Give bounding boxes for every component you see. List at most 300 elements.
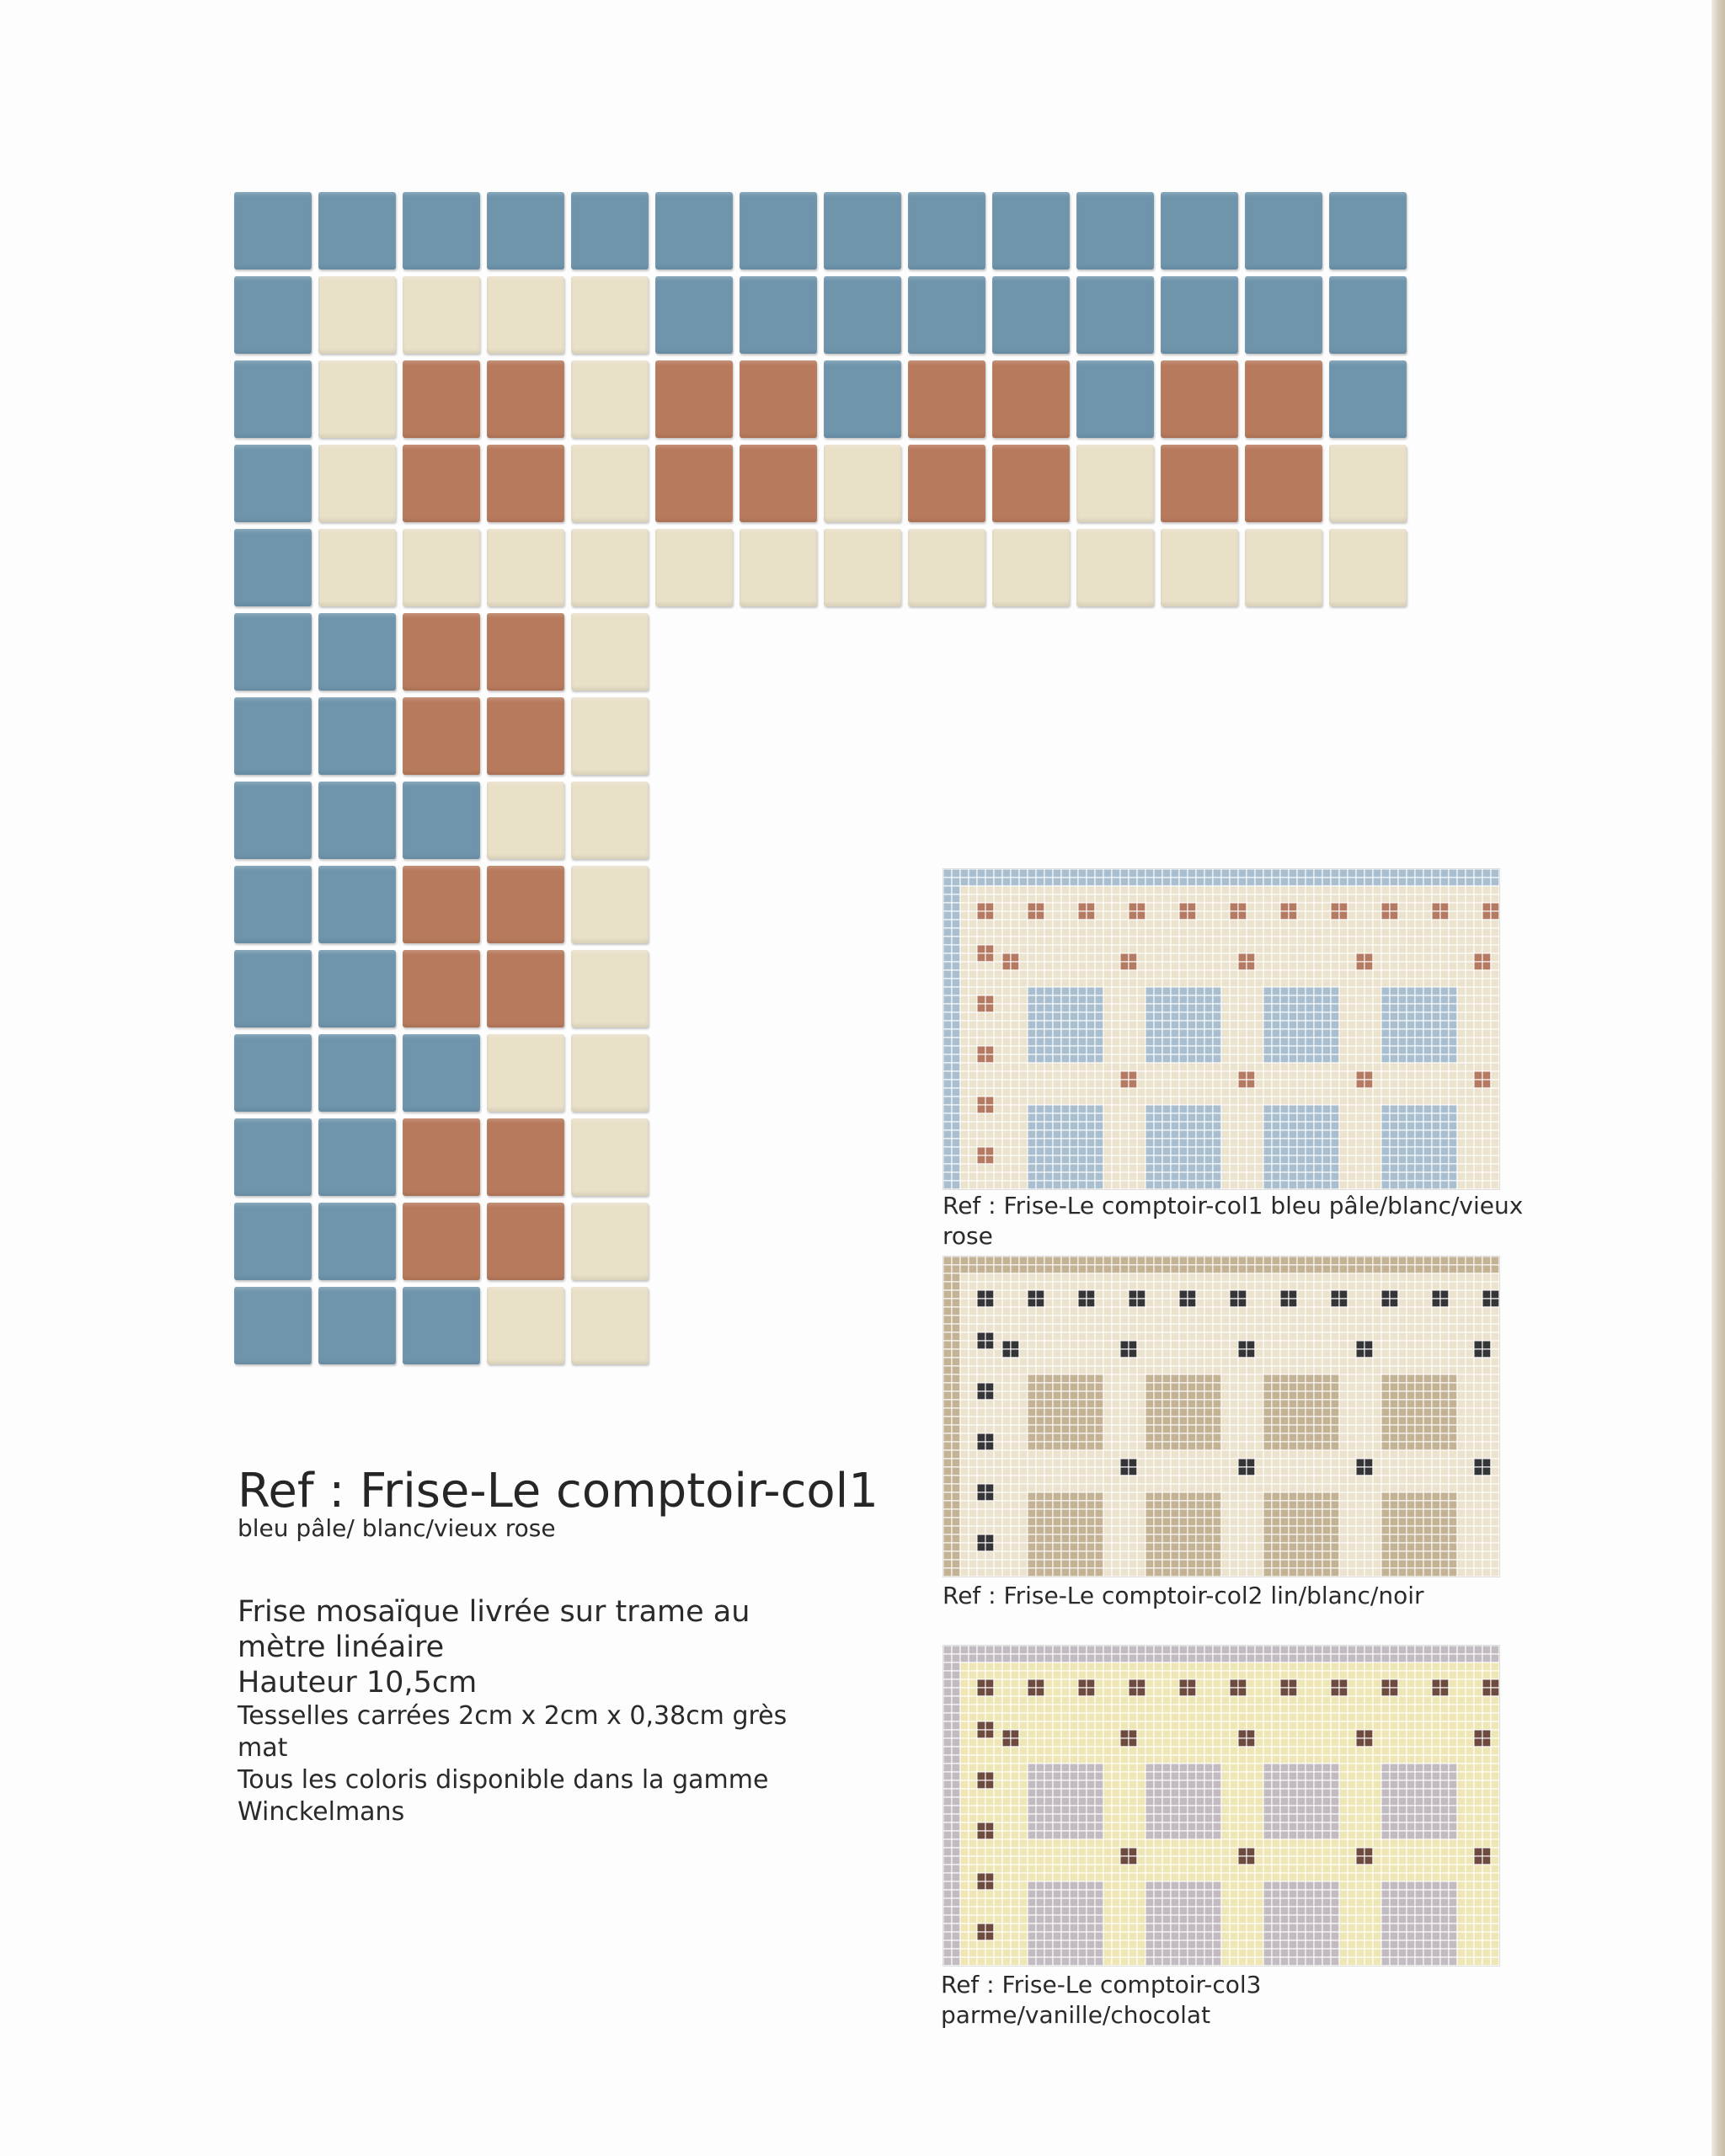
mosaic-cell <box>1306 878 1314 886</box>
mosaic-cell <box>1205 1443 1213 1450</box>
mosaic-cell <box>1340 1274 1348 1282</box>
mosaic-cell <box>1382 1173 1390 1181</box>
mosaic-cell <box>1222 996 1230 1004</box>
mosaic-cell <box>1071 1375 1078 1383</box>
mosaic-cell <box>1130 1165 1137 1172</box>
mosaic-cell <box>1416 1106 1423 1113</box>
mosaic-cell <box>1205 887 1213 894</box>
mosaic-cell <box>1231 929 1238 937</box>
mosaic-cell <box>978 1375 985 1383</box>
mosaic-cell <box>1012 1047 1019 1054</box>
mosaic-cell <box>944 1030 952 1038</box>
mosaic-cell <box>1130 1401 1137 1408</box>
mosaic-cell <box>1458 1350 1466 1358</box>
mosaic-cell <box>1247 1005 1255 1012</box>
mosaic-cell <box>1197 1064 1204 1071</box>
mosaic-cell <box>944 1013 952 1021</box>
mosaic-cell <box>1071 1552 1078 1560</box>
mosaic-cell <box>1441 1325 1449 1332</box>
mosaic-cell <box>1382 1426 1390 1433</box>
mosaic-cell <box>1340 1165 1348 1172</box>
mosaic-cell <box>1306 1283 1314 1290</box>
mosaic-cell <box>1256 1257 1263 1265</box>
tile-rose <box>487 950 564 1027</box>
mosaic-cell <box>969 971 977 979</box>
mosaic-cell <box>1492 988 1499 995</box>
mosaic-cell <box>995 1038 1002 1046</box>
mosaic-cell <box>1104 1443 1112 1450</box>
mosaic-cell <box>1273 1131 1280 1139</box>
mosaic-cell <box>1079 1468 1087 1476</box>
mosaic-cell <box>1104 1392 1112 1400</box>
mosaic-cell <box>1247 1451 1255 1459</box>
mosaic-cell <box>1079 1367 1087 1374</box>
mosaic-cell <box>1020 1131 1028 1139</box>
mosaic-cell <box>1146 1476 1154 1484</box>
mosaic-cell <box>1222 1476 1230 1484</box>
mosaic-cell <box>1306 1434 1314 1442</box>
mosaic-cell <box>1163 988 1171 995</box>
mosaic-cell <box>1374 870 1381 878</box>
mosaic-cell <box>1222 1064 1230 1071</box>
mosaic-cell <box>1062 1257 1070 1265</box>
mosaic-cell <box>1028 1064 1036 1071</box>
mosaic-cell <box>1458 1476 1466 1484</box>
mosaic-cell <box>995 1350 1002 1358</box>
mosaic-cell <box>1087 1409 1095 1417</box>
mosaic-cell <box>1146 1527 1154 1534</box>
mosaic-cell <box>1121 1005 1129 1012</box>
mosaic-cell <box>1188 1468 1196 1476</box>
mosaic-cell <box>1054 1493 1061 1501</box>
mosaic-cell <box>986 878 994 886</box>
mosaic-cell <box>953 1106 960 1113</box>
mosaic-cell <box>1374 1308 1381 1315</box>
mosaic-cell <box>1222 937 1230 945</box>
mosaic-cell <box>1180 946 1188 953</box>
mosaic-cell <box>1374 1266 1381 1273</box>
mosaic-cell <box>986 1325 994 1332</box>
mosaic-cell <box>1121 1375 1129 1383</box>
mosaic-cell <box>1416 1417 1423 1425</box>
mosaic-cell <box>1492 1401 1499 1408</box>
mosaic-cell <box>953 1165 960 1172</box>
mosaic-cell <box>1450 1375 1457 1383</box>
mosaic-cell <box>953 870 960 878</box>
mosaic-cell <box>1138 1266 1146 1273</box>
mosaic-cell <box>1054 1426 1061 1433</box>
mosaic-cell <box>1315 1443 1322 1450</box>
mosaic-cell <box>1264 1266 1272 1273</box>
mosaic-cell <box>1264 1038 1272 1046</box>
mosaic-cell <box>1365 1316 1373 1324</box>
mosaic-cell <box>1273 921 1280 928</box>
mosaic-cell <box>1466 1434 1474 1442</box>
mosaic-cell <box>1365 1148 1373 1155</box>
mosaic-cell <box>944 1173 952 1181</box>
mosaic-cell <box>1441 1274 1449 1282</box>
mosaic-cell <box>1273 1476 1280 1484</box>
mosaic-cell <box>1155 912 1162 920</box>
mosaic-cell <box>961 878 969 886</box>
mosaic-cell <box>1382 1409 1390 1417</box>
mosaic-cell <box>1475 1417 1482 1425</box>
mosaic-cell <box>1281 1148 1289 1155</box>
mosaic-cell <box>1188 1072 1196 1080</box>
mosaic-cell <box>1155 1005 1162 1012</box>
mosaic-cell <box>1483 1081 1491 1088</box>
mosaic-cell <box>1281 1055 1289 1063</box>
mosaic-cell <box>1214 1518 1221 1526</box>
mosaic-cell <box>1012 870 1019 878</box>
mosaic-cell <box>1121 1139 1129 1147</box>
mosaic-cell <box>1264 878 1272 886</box>
mosaic-cell <box>1163 1493 1171 1501</box>
mosaic-cell <box>1264 1426 1272 1433</box>
mosaic-cell <box>1256 1148 1263 1155</box>
mosaic-cell <box>1357 1367 1365 1374</box>
mosaic-cell <box>1348 946 1356 953</box>
mosaic-cell <box>1180 1148 1188 1155</box>
mosaic-cell <box>1214 1165 1221 1172</box>
mosaic-cell <box>1172 1502 1179 1509</box>
mosaic-cell <box>1399 1139 1407 1147</box>
mosaic-cell <box>1332 1527 1339 1534</box>
mosaic-cell <box>1264 1476 1272 1484</box>
mosaic-cell <box>1365 1291 1373 1299</box>
mosaic-cell <box>1332 921 1339 928</box>
mosaic-cell <box>944 1485 952 1492</box>
mosaic-cell <box>1290 1544 1297 1551</box>
mosaic-cell <box>1306 1535 1314 1543</box>
mosaic-cell <box>1028 1257 1036 1265</box>
mosaic-cell <box>1113 1476 1120 1484</box>
mosaic-cell <box>1281 1173 1289 1181</box>
mosaic-cell <box>1391 1518 1398 1526</box>
mosaic-cell <box>1450 1081 1457 1088</box>
mosaic-cell <box>1087 1535 1095 1543</box>
mosaic-cell <box>1071 1485 1078 1492</box>
mosaic-cell <box>1130 1131 1137 1139</box>
mosaic-cell <box>1155 996 1162 1004</box>
mosaic-cell <box>1247 1493 1255 1501</box>
mosaic-cell <box>1079 1544 1087 1551</box>
mosaic-cell <box>1399 887 1407 894</box>
mosaic-cell <box>1365 904 1373 911</box>
mosaic-cell <box>1163 1358 1171 1366</box>
mosaic-cell <box>1172 921 1179 928</box>
mosaic-cell <box>986 954 994 962</box>
mosaic-cell <box>1028 1384 1036 1391</box>
mosaic-cell <box>1104 1038 1112 1046</box>
mosaic-cell <box>1155 1022 1162 1029</box>
mosaic-cell <box>1138 988 1146 995</box>
mosaic-cell <box>1391 1047 1398 1054</box>
mosaic-cell <box>944 1350 952 1358</box>
mosaic-cell <box>1416 971 1423 979</box>
mosaic-cell <box>1424 878 1432 886</box>
mosaic-cell <box>1180 1097 1188 1105</box>
mosaic-cell <box>1433 1038 1440 1046</box>
mosaic-cell <box>1416 1544 1423 1551</box>
mosaic-cell <box>995 1392 1002 1400</box>
mosaic-cell <box>1130 929 1137 937</box>
mosaic-cell <box>1247 1081 1255 1088</box>
mosaic-cell <box>1475 1401 1482 1408</box>
mosaic-cell <box>961 1392 969 1400</box>
mosaic-cell <box>1214 1401 1221 1408</box>
mosaic-cell <box>1138 1131 1146 1139</box>
mosaic-cell <box>1306 912 1314 920</box>
mosaic-cell <box>1458 979 1466 987</box>
mosaic-cell <box>1113 1005 1120 1012</box>
mosaic-cell <box>1113 921 1120 928</box>
mosaic-cell <box>1256 929 1263 937</box>
mosaic-cell <box>1197 904 1204 911</box>
mosaic-cell <box>1492 1518 1499 1526</box>
mosaic-cell <box>1180 904 1188 911</box>
mosaic-cell <box>944 1081 952 1088</box>
mosaic-cell <box>1382 895 1390 903</box>
mosaic-cell <box>1239 1165 1247 1172</box>
mosaic-cell <box>1130 1434 1137 1442</box>
mosaic-cell <box>1323 912 1331 920</box>
mosaic-cell <box>1298 1342 1306 1349</box>
mosaic-cell <box>1348 1485 1356 1492</box>
mosaic-cell <box>1450 1342 1457 1349</box>
mosaic-cell <box>978 1544 985 1551</box>
mosaic-cell <box>1340 1106 1348 1113</box>
mosaic-cell <box>1113 1089 1120 1097</box>
mosaic-cell <box>1222 1165 1230 1172</box>
mosaic-cell <box>1281 1460 1289 1467</box>
mosaic-cell <box>1391 1384 1398 1391</box>
mosaic-cell <box>969 1333 977 1341</box>
mosaic-cell <box>1037 904 1044 911</box>
mosaic-cell <box>1492 1325 1499 1332</box>
mosaic-cell <box>1483 895 1491 903</box>
mosaic-cell <box>1180 1375 1188 1383</box>
mosaic-cell <box>1399 1518 1407 1526</box>
mosaic-cell <box>1020 1038 1028 1046</box>
mosaic-cell <box>1172 954 1179 962</box>
mosaic-cell <box>1205 1434 1213 1442</box>
mosaic-cell <box>1188 946 1196 953</box>
mosaic-cell <box>1458 1123 1466 1130</box>
mosaic-cell <box>1045 870 1053 878</box>
mosaic-cell <box>1003 870 1011 878</box>
mosaic-cell <box>1113 1266 1120 1273</box>
mosaic-cell <box>1273 1106 1280 1113</box>
mosaic-cell <box>1096 1047 1103 1054</box>
mosaic-cell <box>1281 1493 1289 1501</box>
mosaic-cell <box>1340 1401 1348 1408</box>
mosaic-cell <box>1146 887 1154 894</box>
mosaic-cell <box>1306 1266 1314 1273</box>
mosaic-cell <box>1172 1089 1179 1097</box>
mosaic-cell <box>1399 1131 1407 1139</box>
mosaic-cell <box>995 1451 1002 1459</box>
mosaic-cell <box>1298 1443 1306 1450</box>
mosaic-cell <box>1104 1510 1112 1518</box>
mosaic-cell <box>1028 1451 1036 1459</box>
mosaic-cell <box>1020 1401 1028 1408</box>
mosaic-cell <box>1205 1274 1213 1282</box>
mosaic-cell <box>1416 1552 1423 1560</box>
mosaic-cell <box>1012 1493 1019 1501</box>
mosaic-cell <box>1096 1038 1103 1046</box>
mosaic-cell <box>978 1417 985 1425</box>
mosaic-cell <box>1466 1182 1474 1189</box>
mosaic-cell <box>1222 878 1230 886</box>
mosaic-cell <box>1441 1148 1449 1155</box>
mosaic-cell <box>1290 1333 1297 1341</box>
mosaic-cell <box>1045 1535 1053 1543</box>
mosaic-cell <box>1273 1510 1280 1518</box>
mosaic-cell <box>1382 1485 1390 1492</box>
mosaic-cell <box>1071 988 1078 995</box>
mosaic-cell <box>1003 1485 1011 1492</box>
mosaic-cell <box>1247 895 1255 903</box>
mosaic-cell <box>1104 1030 1112 1038</box>
mosaic-cell <box>1483 904 1491 911</box>
mosaic-cell <box>1298 1350 1306 1358</box>
mosaic-cell <box>1340 1510 1348 1518</box>
mosaic-cell <box>1121 912 1129 920</box>
mosaic-cell <box>1020 937 1028 945</box>
mosaic-cell <box>1172 895 1179 903</box>
mosaic-cell <box>969 1047 977 1054</box>
mosaic-cell <box>978 1342 985 1349</box>
mosaic-cell <box>1391 1139 1398 1147</box>
mosaic-cell <box>1214 1325 1221 1332</box>
mosaic-cell <box>1231 1485 1238 1492</box>
mosaic-cell <box>944 1022 952 1029</box>
mosaic-cell <box>1492 1392 1499 1400</box>
mosaic-cell <box>1045 1502 1053 1509</box>
mosaic-cell <box>1087 946 1095 953</box>
mosaic-cell <box>1407 1535 1415 1543</box>
mosaic-cell <box>1045 1047 1053 1054</box>
mosaic-cell <box>1306 963 1314 970</box>
mosaic-cell <box>1323 1384 1331 1391</box>
mosaic-cell <box>1037 1325 1044 1332</box>
mosaic-cell <box>1222 1022 1230 1029</box>
mosaic-cell <box>1146 1350 1154 1358</box>
mosaic-cell <box>1315 1552 1322 1560</box>
mosaic-cell <box>1012 1333 1019 1341</box>
mosaic-cell <box>1264 1291 1272 1299</box>
mosaic-cell <box>1315 1055 1322 1063</box>
mosaic-cell <box>1239 1308 1247 1315</box>
mosaic-cell <box>1188 1030 1196 1038</box>
mosaic-cell <box>1146 1283 1154 1290</box>
mosaic-cell <box>961 946 969 953</box>
mosaic-cell <box>1492 1384 1499 1391</box>
mosaic-cell <box>1163 1274 1171 1282</box>
mosaic-cell <box>1315 971 1322 979</box>
mosaic-cell <box>1155 1114 1162 1122</box>
mosaic-cell <box>1138 878 1146 886</box>
mosaic-cell <box>1222 1460 1230 1467</box>
mosaic-cell <box>1391 1460 1398 1467</box>
mosaic-cell <box>969 1055 977 1063</box>
mosaic-cell <box>1374 1274 1381 1282</box>
mosaic-cell <box>1231 921 1238 928</box>
mosaic-cell <box>1407 954 1415 962</box>
mosaic-cell <box>1374 1493 1381 1501</box>
mosaic-cell <box>1155 1535 1162 1543</box>
mosaic-cell <box>1163 1333 1171 1341</box>
mosaic-cell <box>1357 1173 1365 1181</box>
mosaic-cell <box>1416 1367 1423 1374</box>
mosaic-cell <box>1163 1266 1171 1273</box>
mosaic-cell <box>1458 1535 1466 1543</box>
mosaic-cell <box>1104 1367 1112 1374</box>
mosaic-cell <box>1197 1173 1204 1181</box>
mosaic-cell <box>1273 870 1280 878</box>
mosaic-cell <box>1281 937 1289 945</box>
mosaic-cell <box>1332 1518 1339 1526</box>
mosaic-cell <box>1045 1527 1053 1534</box>
mosaic-cell <box>1146 988 1154 995</box>
mosaic-cell <box>1306 946 1314 953</box>
mosaic-cell <box>1424 1342 1432 1349</box>
mosaic-cell <box>1492 1274 1499 1282</box>
mosaic-cell <box>1188 1013 1196 1021</box>
mosaic-cell <box>1205 937 1213 945</box>
mosaic-cell <box>1424 1165 1432 1172</box>
mosaic-cell <box>1315 1426 1322 1433</box>
mosaic-cell <box>1197 1114 1204 1122</box>
mosaic-cell <box>1365 1139 1373 1147</box>
mosaic-cell <box>1012 1038 1019 1046</box>
mosaic-cell <box>1483 1038 1491 1046</box>
mosaic-cell <box>1357 1156 1365 1164</box>
mosaic-cell <box>1290 1451 1297 1459</box>
mosaic-cell <box>1239 1426 1247 1433</box>
mosaic-cell <box>969 1316 977 1324</box>
mosaic-cell <box>969 1552 977 1560</box>
tile-rose <box>487 613 564 691</box>
mosaic-cell <box>1374 979 1381 987</box>
mosaic-cell <box>1348 1148 1356 1155</box>
mosaic-cell <box>1054 1089 1061 1097</box>
mosaic-cell <box>1113 1518 1120 1526</box>
mosaic-cell <box>1391 988 1398 995</box>
mosaic-cell <box>1332 1434 1339 1442</box>
mosaic-cell <box>1121 1392 1129 1400</box>
mosaic-cell <box>1264 1156 1272 1164</box>
mosaic-cell <box>1323 929 1331 937</box>
mosaic-cell <box>978 937 985 945</box>
mosaic-cell <box>1433 979 1440 987</box>
mosaic-cell <box>1214 1358 1221 1366</box>
mosaic-cell <box>1071 1072 1078 1080</box>
mosaic-cell <box>1247 1325 1255 1332</box>
mosaic-cell <box>1374 971 1381 979</box>
mosaic-cell <box>1264 1106 1272 1113</box>
mosaic-cell <box>1130 912 1137 920</box>
mosaic-cell <box>1365 1502 1373 1509</box>
mosaic-cell <box>1121 1308 1129 1315</box>
mosaic-cell <box>1306 1527 1314 1534</box>
mosaic-cell <box>969 912 977 920</box>
mosaic-cell <box>1087 1257 1095 1265</box>
mosaic-cell <box>1315 1266 1322 1273</box>
mosaic-cell <box>1028 1518 1036 1526</box>
mosaic-cell <box>1113 1106 1120 1113</box>
